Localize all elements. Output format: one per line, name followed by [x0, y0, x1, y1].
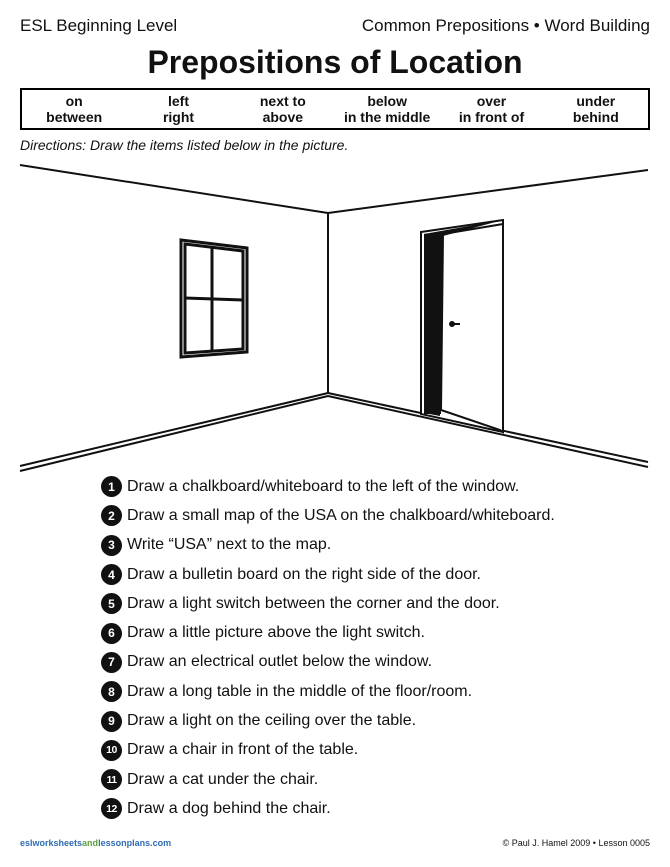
- word: below: [367, 93, 407, 109]
- level-label: ESL Beginning Level: [20, 16, 178, 35]
- list-item: [101, 472, 555, 501]
- task-text: Draw a cat under the chair.: [127, 770, 319, 788]
- baseboard-left-line: [20, 396, 328, 471]
- ceiling-left-line: [20, 165, 328, 213]
- word-bank-column: [22, 90, 126, 128]
- task-text: Draw a long table in the middle of the floor/room.: [127, 682, 473, 700]
- word: under: [576, 93, 616, 109]
- task-number: 8: [101, 681, 122, 702]
- word: in front of: [458, 109, 525, 125]
- list-item: [101, 648, 555, 677]
- word-bank-column: [335, 90, 439, 128]
- task-number: 4: [101, 564, 122, 585]
- site-name-part: lessonplans.com: [98, 838, 172, 848]
- list-item: [101, 736, 555, 765]
- task-number: 1: [101, 476, 122, 497]
- word: on: [65, 93, 83, 109]
- list-item: [101, 501, 555, 530]
- task-text: Draw a dog behind the chair.: [127, 799, 331, 817]
- list-item: [101, 589, 555, 618]
- task-text: Draw an electrical outlet below the window.: [127, 653, 433, 671]
- word: between: [46, 109, 103, 125]
- list-item: [101, 677, 555, 706]
- word: next to: [259, 93, 306, 109]
- list-item: [101, 794, 555, 823]
- task-number: 10: [101, 740, 122, 761]
- word-bank: [20, 88, 650, 130]
- task-number: 3: [101, 535, 122, 556]
- list-item: [101, 531, 555, 560]
- task-text: Draw a light on the ceiling over the table.: [127, 712, 417, 730]
- task-number: 9: [101, 711, 122, 732]
- word-bank-column: [231, 90, 335, 128]
- word: right: [162, 109, 195, 125]
- task-text: Draw a light switch between the corner and the door.: [127, 594, 500, 612]
- ceiling-right-line: [328, 170, 648, 213]
- site-link[interactable]: [20, 838, 171, 848]
- list-item: [101, 706, 555, 735]
- floor-left-line: [20, 393, 328, 466]
- list-item: [101, 560, 555, 589]
- word: behind: [572, 109, 619, 125]
- task-text: Draw a bulletin board on the right side of the door.: [127, 565, 481, 583]
- list-item: [101, 765, 555, 794]
- word: above: [262, 109, 304, 125]
- task-text: Draw a chalkboard/whiteboard to the left of the window.: [127, 477, 520, 495]
- page-title: Prepositions of Location: [147, 44, 523, 80]
- word: in the middle: [343, 109, 431, 125]
- task-text: Write “USA” next to the map.: [127, 536, 332, 554]
- task-text: Draw a little picture above the light switch.: [127, 624, 425, 642]
- task-number: 5: [101, 593, 122, 614]
- room-illustration: [0, 155, 670, 475]
- task-text: Draw a small map of the USA on the chalkboard/whiteboard.: [127, 506, 555, 524]
- task-text: Draw a chair in front of the table.: [127, 741, 359, 759]
- word-bank-column: [126, 90, 230, 128]
- word-bank-column: [544, 90, 648, 128]
- word: left: [167, 93, 189, 109]
- window-illustration: [181, 240, 247, 357]
- task-number: 12: [101, 798, 122, 819]
- task-number: 7: [101, 652, 122, 673]
- word: over: [476, 93, 507, 109]
- task-list: [101, 472, 555, 824]
- door-illustration: [421, 220, 503, 432]
- site-name-part: eslworksheets: [20, 838, 83, 848]
- task-number: 2: [101, 505, 122, 526]
- copyright-text: © Paul J. Hamel 2009 • Lesson 0005: [502, 838, 650, 848]
- topic-label: Common Prepositions • Word Building: [361, 16, 650, 35]
- directions-text: Directions: Draw the items listed below in the picture.: [20, 137, 349, 153]
- list-item: [101, 618, 555, 647]
- site-name-part: and: [82, 838, 99, 848]
- task-number: 6: [101, 623, 122, 644]
- word-bank-column: [439, 90, 543, 128]
- task-number: 11: [101, 769, 122, 790]
